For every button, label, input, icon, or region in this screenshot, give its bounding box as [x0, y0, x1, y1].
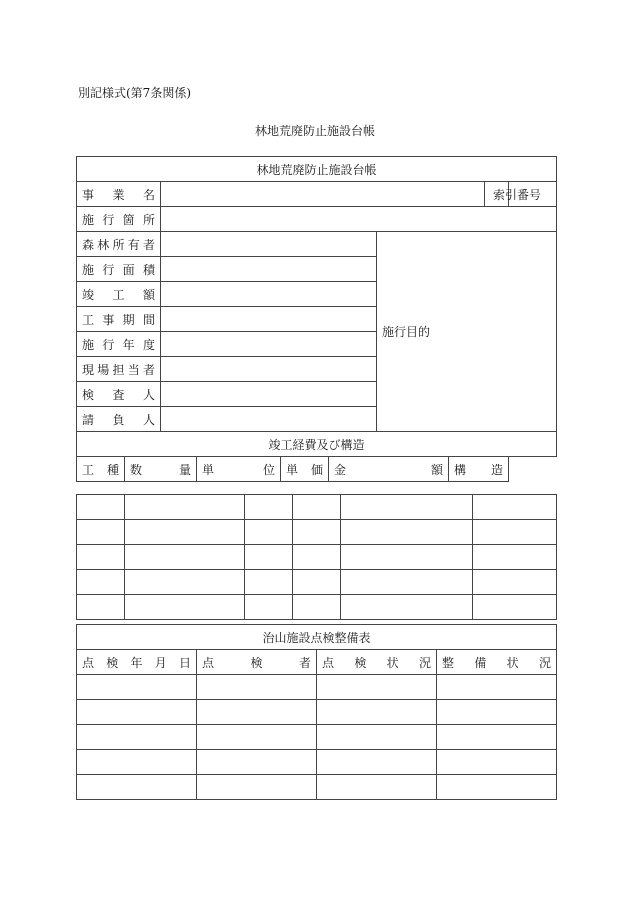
cost-cell[interactable]: [245, 570, 293, 595]
fiscal-year-field[interactable]: [161, 332, 377, 357]
fiscal-year-label: 施 行 年 度: [82, 337, 155, 352]
inspection-row: [77, 775, 557, 800]
cost-cell[interactable]: [473, 595, 557, 620]
purpose-label: 施行目的: [382, 325, 431, 339]
inspection-section-header: 治山施設点検整備表: [77, 625, 557, 650]
location-field[interactable]: [161, 207, 557, 232]
structure-col-header: 構 造: [454, 462, 503, 477]
project-name-label: 事 業 名: [82, 187, 155, 202]
cost-columns-row: [77, 457, 557, 482]
forest-owner-field[interactable]: [161, 232, 377, 257]
cost-cell[interactable]: [341, 520, 473, 545]
page-title: 林地荒廃防止施設台帳: [254, 124, 375, 138]
index-number-char: 引: [505, 187, 518, 202]
quantity-col-header: 数 量: [130, 462, 191, 477]
cost-cell[interactable]: [125, 520, 245, 545]
cost-cell[interactable]: [77, 570, 125, 595]
index-number-char: 号: [529, 187, 542, 202]
cost-row: [77, 545, 557, 570]
cost-row: [77, 520, 557, 545]
index-number-char: 索: [493, 187, 506, 202]
forest-owner-label: 森 林 所 有 者: [82, 237, 155, 252]
contractor-field[interactable]: [161, 407, 377, 432]
inspector-field[interactable]: [161, 382, 377, 407]
inspection-columns-row: [77, 650, 557, 675]
cost-row: [77, 570, 557, 595]
inspection-row: [77, 700, 557, 725]
inspection-cell[interactable]: [197, 725, 317, 750]
cost-cell[interactable]: [293, 545, 341, 570]
inspection-status-col-header: 点 検 状 況: [322, 655, 431, 670]
area-field[interactable]: [161, 257, 377, 282]
location-label: 施 行 箇 所: [82, 212, 155, 227]
inspection-cell[interactable]: [437, 700, 557, 725]
site-manager-field[interactable]: [161, 357, 377, 382]
cost-cell[interactable]: [341, 595, 473, 620]
cost-cell[interactable]: [293, 495, 341, 520]
cost-cell[interactable]: [125, 495, 245, 520]
cost-rows-table: [76, 494, 557, 620]
cost-cell[interactable]: [473, 520, 557, 545]
cost-row: [77, 595, 557, 620]
cost-row: [77, 495, 557, 520]
cost-cell[interactable]: [473, 545, 557, 570]
inspection-cell[interactable]: [197, 700, 317, 725]
cost-cell[interactable]: [341, 570, 473, 595]
unit-col-header: 単 位: [202, 462, 275, 477]
cost-cell[interactable]: [245, 595, 293, 620]
unit-price-col-header: 単 価: [286, 462, 323, 477]
index-number-char: 番: [517, 187, 530, 202]
contractor-label: 請 負 人: [82, 412, 155, 427]
cost-cell[interactable]: [293, 520, 341, 545]
work-period-field[interactable]: [161, 307, 377, 332]
form-header-row: [77, 157, 557, 182]
inspection-cell[interactable]: [317, 675, 437, 700]
inspection-cell[interactable]: [77, 725, 197, 750]
inspection-cell[interactable]: [317, 775, 437, 800]
project-name-field[interactable]: [161, 182, 485, 207]
inspection-cell[interactable]: [317, 750, 437, 775]
inspection-row: [77, 750, 557, 775]
inspection-cell[interactable]: [77, 700, 197, 725]
work-type-col-header: 工 種: [82, 462, 119, 477]
inspection-cell[interactable]: [197, 750, 317, 775]
inspection-cell[interactable]: [197, 775, 317, 800]
cost-cell[interactable]: [77, 545, 125, 570]
inspection-header-row: [77, 625, 557, 650]
cost-cell[interactable]: [245, 545, 293, 570]
inspection-table: [76, 624, 557, 800]
cost-cell[interactable]: [473, 495, 557, 520]
inspection-cell[interactable]: [317, 700, 437, 725]
index-number-label: [485, 182, 542, 207]
inspector-col-header: 点 検 者: [202, 655, 311, 670]
location-row: [77, 207, 557, 232]
completion-amount-label: 竣 工 額: [82, 287, 155, 302]
form-note: 別記様式(第7条関係): [78, 86, 191, 100]
inspection-date-col-header: 点 検 年 月 日: [82, 655, 191, 670]
cost-cell[interactable]: [77, 520, 125, 545]
inspection-cell[interactable]: [77, 775, 197, 800]
cost-cell[interactable]: [293, 595, 341, 620]
area-label: 施 行 面 積: [82, 262, 155, 277]
cost-section-header: 竣工経費及び構造: [77, 432, 557, 457]
inspection-cell[interactable]: [437, 725, 557, 750]
inspection-cell[interactable]: [437, 775, 557, 800]
purpose-cell[interactable]: [377, 232, 557, 432]
cost-cell[interactable]: [125, 595, 245, 620]
site-manager-label: 現 場 担 当 者: [82, 362, 155, 377]
inspection-cell[interactable]: [317, 725, 437, 750]
amount-col-header: 金 額: [334, 462, 443, 477]
inspection-cell[interactable]: [437, 675, 557, 700]
form-header: 林地荒廃防止施設台帳: [77, 157, 557, 182]
cost-cell[interactable]: [473, 570, 557, 595]
cost-header-row: [77, 432, 557, 457]
cost-cell[interactable]: [77, 595, 125, 620]
cost-cell[interactable]: [341, 495, 473, 520]
inspection-row: [77, 725, 557, 750]
inspection-row: [77, 675, 557, 700]
cost-cell[interactable]: [341, 545, 473, 570]
inspection-cell[interactable]: [77, 750, 197, 775]
cost-cell[interactable]: [245, 520, 293, 545]
forest-owner-row: [77, 232, 557, 257]
project-row: [77, 182, 557, 207]
inspector-label: 検 査 人: [82, 387, 155, 402]
cost-cell[interactable]: [125, 570, 245, 595]
inspection-cell[interactable]: [197, 675, 317, 700]
inspection-cell[interactable]: [437, 750, 557, 775]
maintenance-status-col-header: 整 備 状 況: [442, 655, 551, 670]
cost-cell[interactable]: [77, 495, 125, 520]
completion-amount-field[interactable]: [161, 282, 377, 307]
cost-cell[interactable]: [245, 495, 293, 520]
work-period-label: 工 事 期 間: [82, 312, 155, 327]
inspection-cell[interactable]: [77, 675, 197, 700]
cost-cell[interactable]: [293, 570, 341, 595]
cost-cell[interactable]: [125, 545, 245, 570]
ledger-form-table: [76, 156, 557, 482]
